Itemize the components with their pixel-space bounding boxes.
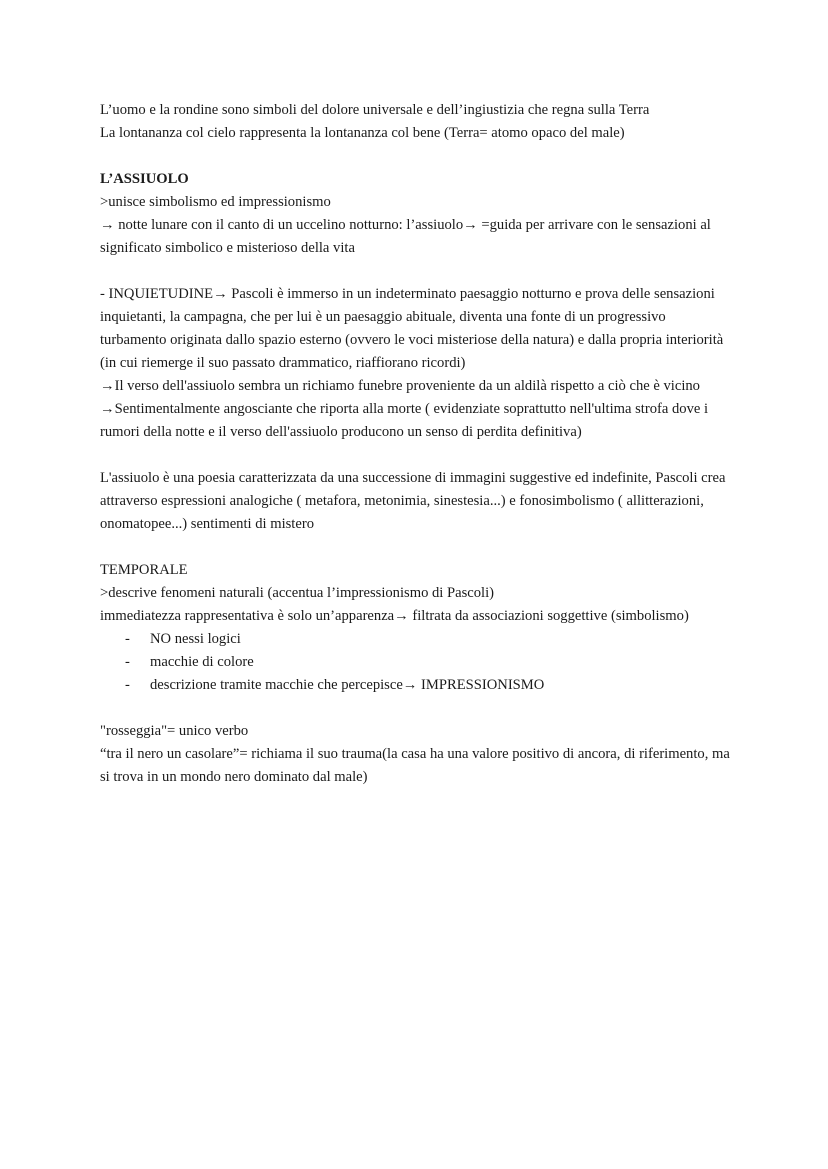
- text-line: "rosseggia"= unico verbo: [100, 723, 249, 739]
- paragraph-spacer: [100, 444, 730, 467]
- bullet-marker: -: [125, 654, 130, 670]
- list-item: [100, 674, 730, 697]
- temporale-section: [100, 559, 730, 697]
- text-line: L’uomo e la rondine sono simboli del dolore universale e dell’ingiustizia che regna sulla Terra: [100, 102, 650, 118]
- section-heading-temporale: TEMPORALE: [100, 562, 188, 578]
- text-line: → notte lunare con il canto di un uccelino notturno: l’assiuolo→ =guida per arrivare con le sensazioni al: [100, 217, 711, 233]
- list-item: [100, 651, 730, 674]
- text-line: La lontananza col cielo rappresenta la lontananza col bene (Terra= atomo opaco del male): [100, 125, 625, 141]
- text-line: - INQUIETUDINE→ Pascoli è immerso in un indeterminato paesaggio notturno e prova delle sensazioni: [100, 286, 715, 302]
- text-line: turbamento originata dallo spazio esterno (ovvero le voci misteriose della natura) e dalla propria interiorità: [100, 332, 724, 348]
- text-line: “tra il nero un casolare”= richiama il suo trauma(la casa ha una valore positivo di ancora, di riferimento, ma: [100, 746, 730, 762]
- bullet-marker: -: [125, 631, 130, 647]
- text-line: immediatezza rappresentativa è solo un’apparenza→ filtrata da associazioni soggettive (simbolismo): [100, 608, 689, 624]
- text-line: si trova in un mondo nero dominato dal male): [100, 769, 368, 785]
- text-line: rumori della notte e il verso dell'assiuolo producono un senso di perdita definitiva): [100, 424, 582, 440]
- bullet-list: [100, 628, 730, 697]
- paragraph-spacer: [100, 536, 730, 559]
- text-line: >descrive fenomeni naturali (accentua l’impressionismo di Pascoli): [100, 585, 495, 601]
- paragraph-spacer: [100, 145, 730, 168]
- text-line: attraverso espressioni analogiche ( metafora, metonimia, sinestesia...) e fonosimbolismo ( allitterazioni,: [100, 493, 704, 509]
- paragraph-spacer: [100, 697, 730, 720]
- text-line: →Sentimentalmente angosciante che riporta alla morte ( evidenziate soprattutto nell'ultima strofa dove i: [100, 401, 709, 417]
- text-line: onomatopee...) sentimenti di mistero: [100, 516, 314, 532]
- inquietudine-paragraph: [100, 283, 730, 444]
- text-line: inquietanti, la campagna, che per lui è un paesaggio abituale, diventa una fonte di un progressivo: [100, 309, 666, 325]
- list-item-text: NO nessi logici: [150, 631, 241, 647]
- text-line: >unisce simbolismo ed impressionismo: [100, 194, 331, 210]
- intro-paragraph: [100, 99, 730, 145]
- document-body: [100, 99, 730, 789]
- text-line: significato simbolico e misterioso della vita: [100, 240, 355, 256]
- list-item-text: descrizione tramite macchie che percepisce→ IMPRESSIONISMO: [150, 677, 545, 693]
- text-line: →Il verso dell'assiuolo sembra un richiamo funebre proveniente da un aldilà rispetto a ciò che è vicino: [100, 378, 700, 394]
- closing-paragraph: [100, 720, 730, 789]
- assiuolo-section: [100, 168, 730, 260]
- list-item: [100, 628, 730, 651]
- text-line: L'assiuolo è una poesia caratterizzata da una successione di immagini suggestive ed indefinite, Pascoli crea: [100, 470, 726, 486]
- list-item-text: macchie di colore: [150, 654, 254, 670]
- bullet-marker: -: [125, 677, 130, 693]
- paragraph-spacer: [100, 260, 730, 283]
- text-line: (in cui riemerge il suo passato drammatico, riaffiorano ricordi): [100, 355, 466, 371]
- section-heading-assiuolo: L’ASSIUOLO: [100, 171, 189, 187]
- poesia-paragraph: [100, 467, 730, 536]
